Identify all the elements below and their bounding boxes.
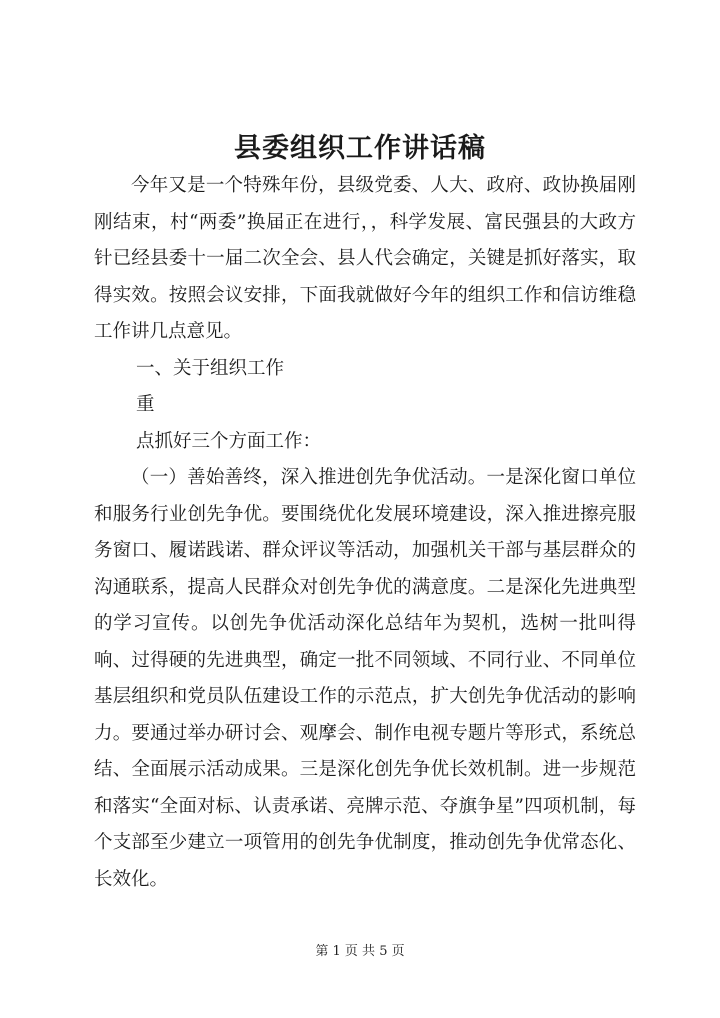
document-title: 县委组织工作讲话稿 (234, 133, 486, 164)
page-footer: 第 1 页 共 5 页 (315, 944, 405, 959)
paragraph-fragment: 重 (136, 394, 155, 415)
paragraph-section-one: （一）善始善终，深入推进创先争优活动。一是深化窗口单位和服务行业创先争优。要围绕优化发展环境建设，深入推进擦亮服务窗口、履诺践诺、群众评议等活动，加强机关干部与基层群众的沟通联系，提高人民群众对创先争优的满意度。二是深化先进典型的学习宣传。以创先争优活动深化总结年为契机，选树一批叫得响、过得硬的先进典型，确定一批不同领域、不同行业、不同单位基层组织和党员队伍建设工作的示范点，扩大创先争优活动的影响力。要通过举办研讨会、观摩会、制作电视专题片等形式，系统总结、全面展示活动成果。三是深化创先争优长效机制。进一步规范和落实“全面对标、认责承诺、亮牌示范、夺旗争星”四项机制，每个支部至少建立一项管用的创先争优制度，推动创先争优常态化、长效化。 (94, 467, 636, 890)
document-body (94, 168, 636, 898)
section-heading: 一、关于组织工作 (136, 357, 285, 379)
paragraph-focus: 点抓好三个方面工作： (136, 430, 322, 452)
paragraph-intro: 今年又是一个特殊年份，县级党委、人大、政府、政协换届刚刚结束，村“两委”换届正在进行，，科学发展、富民强县的大政方针已经县委十一届二次全会、县人代会确定，关键是抓好落实，取得实效。按照会议安排，下面我就做好今年的组织工作和信访维稳工作讲几点意见。 (94, 175, 636, 342)
